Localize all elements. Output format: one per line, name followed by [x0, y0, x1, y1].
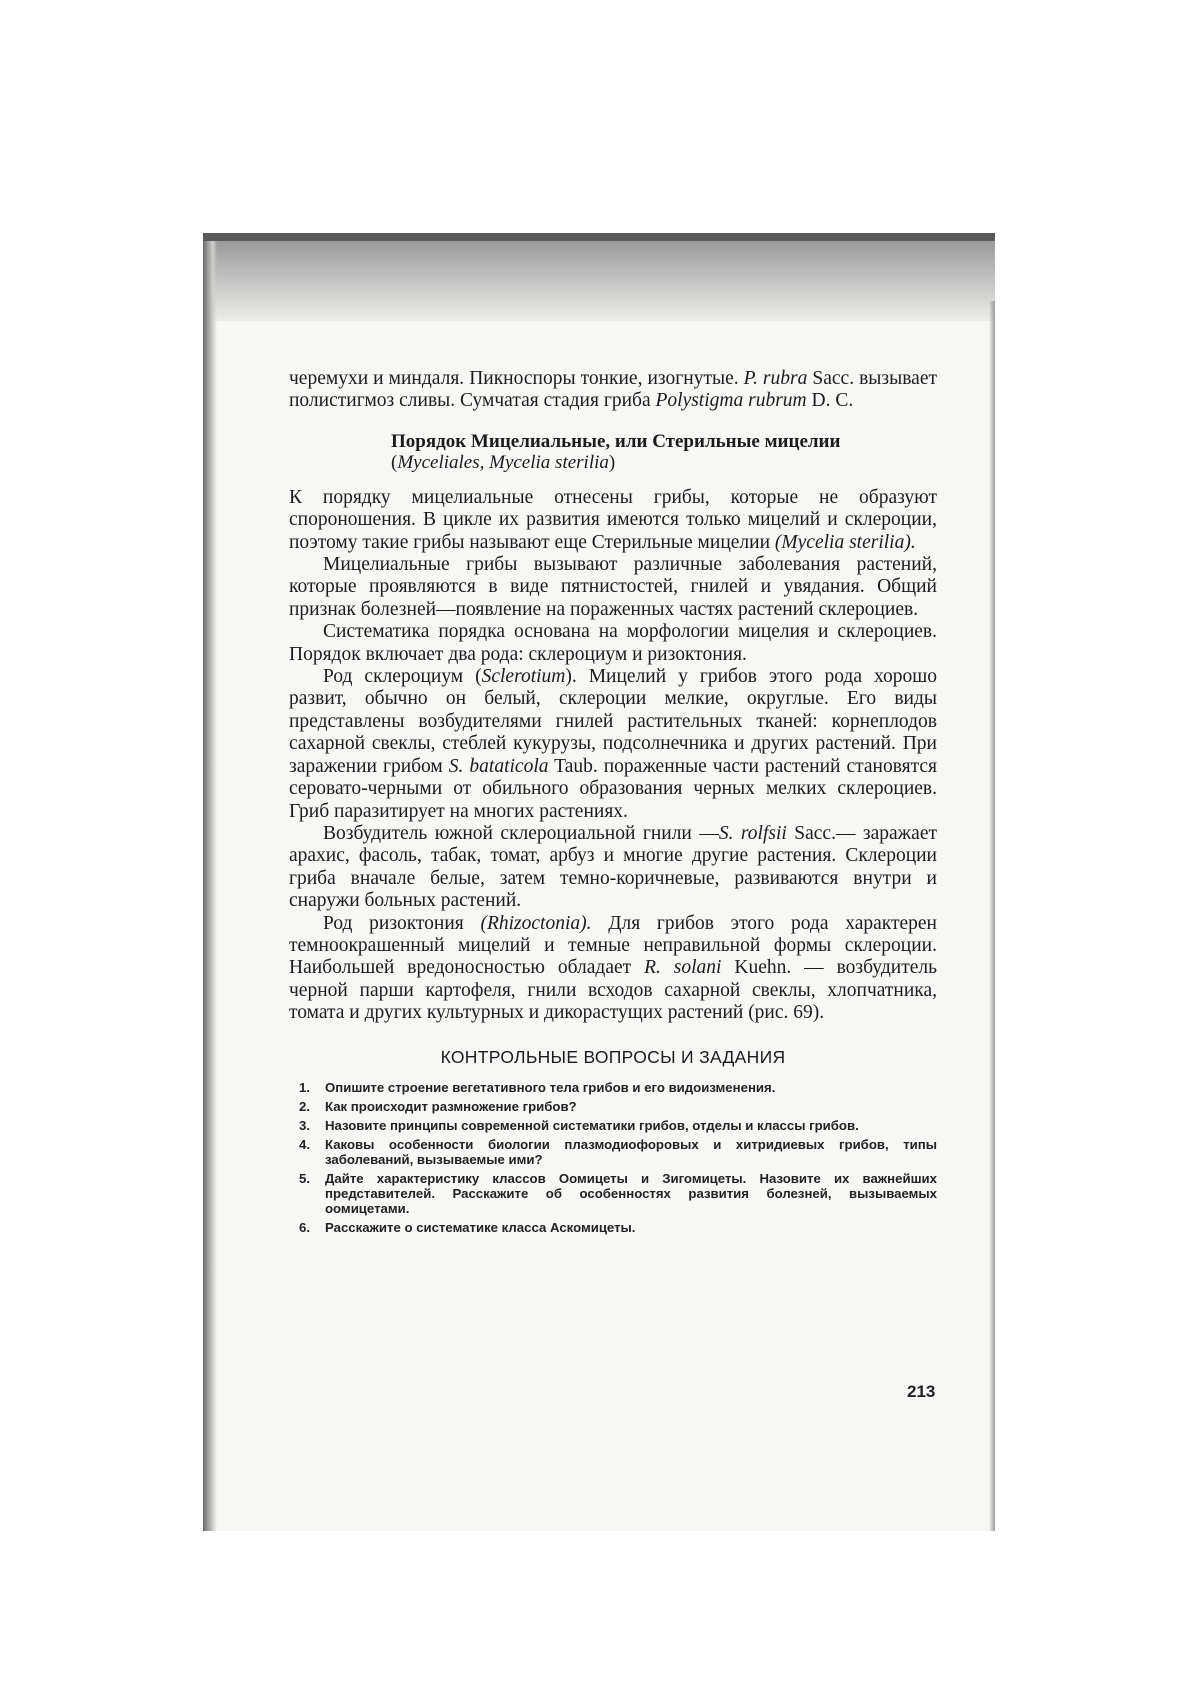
text-run: Род ризоктония [323, 912, 481, 934]
body-paragraph-4 [289, 666, 937, 823]
text-run: ). Мицелий у грибов этого рода хорошо развит, обычно он белый, склероции мелкие, округлые. Его виды представлены возбудителями гнилей растительных тканей: корнеплодов сахарной свеклы, стеблей кукурузы, подсолнечника и других растений. При заражении грибом [289, 666, 937, 777]
question-number: 5. [299, 1170, 310, 1186]
section-subtitle [391, 452, 937, 473]
text-run: Систематика порядка основана на морфологии мицелия и склероциев. Порядок включает два рода: склероциум и ризоктония. [289, 621, 937, 665]
question-number: 2. [299, 1098, 310, 1114]
text-run: Мицелиальные грибы вызывают различные заболевания растений, которые проявляются в виде пятнистостей, гнилей и увядания. Общий признак болезней—появление на пораженных частях растений склероциев. [289, 554, 937, 620]
italic-run: R. solani [644, 957, 722, 979]
italic-run: Myceliales, Mycelia sterilia [397, 451, 609, 473]
section-title: Порядок Мицелиальные, или Стерильные мицелии [391, 430, 841, 452]
question-text: Каковы особенности биологии плазмодиофоровых и хитридиевых грибов, типы заболеваний, вызываемые ими? [325, 1136, 937, 1167]
italic-run: S. rolfsii [718, 822, 787, 844]
text-run: ) [608, 451, 616, 473]
italic-run: S. bataticola [448, 755, 549, 777]
italic-run: Sclerotium [481, 666, 566, 688]
text-run: Sacc.— заражает арахис, фасоль, табак, томат, арбуз и многие другие растения. Склероции гриба вначале белые, затем темно-коричневые, развиваются внутри и снаружи больных растений. [289, 822, 937, 912]
text-run: Kuehn. — возбудитель черной парши картофеля, гнили всходов сахарной свеклы, хлопчатника, томата и других культурных и дикорастущих растений (рис. 69). [289, 957, 937, 1024]
text-run: ( [391, 451, 398, 473]
body-paragraph-1 [289, 487, 937, 554]
page-edge-shadow [989, 301, 995, 1531]
text-run: Taub. пораженные части растений становятся серовато-черными от обильного образования черных мелких склероциев. Гриб паразитирует на многих растениях. [289, 755, 938, 822]
text-run: Для грибов этого рода характерен темноокрашенный мицелий и темные неправильной формы склероции. Наибольшей вредоносностью обладает [289, 912, 937, 979]
question-number: 1. [299, 1079, 310, 1095]
italic-run: (Rhizoctonia). [480, 912, 592, 934]
question-text: Назовите принципы современной систематики грибов, отделы и классы грибов. [325, 1117, 859, 1133]
text-run: Sacc. вызывает полистигмоз сливы. Сумчатая стадия гриба [289, 368, 937, 412]
body-paragraph-2 [289, 554, 937, 621]
body-paragraph-6 [289, 913, 937, 1025]
text-run: D. C. [806, 390, 854, 412]
body-paragraph-5 [289, 823, 937, 913]
question-text: Расскажите о систематике класса Аскомицеты. [325, 1219, 636, 1235]
page-text [289, 368, 937, 1239]
section-heading [289, 431, 937, 473]
question-item [299, 1080, 937, 1095]
body-paragraph-3 [289, 621, 937, 666]
text-run: Возбудитель южной склероциальной гнили — [323, 822, 719, 844]
italic-run: (Mycelia sterilia). [774, 531, 916, 553]
question-number: 4. [299, 1136, 310, 1152]
question-text: Опишите строение вегетативного тела грибов и его видоизменения. [325, 1079, 776, 1095]
text-run: К порядку мицелиальные отнесены грибы, которые не образуют спороношения. В цикле их развития имеются только мицелий и склероции, поэтому такие грибы называют еще Стерильные мицелии [289, 486, 937, 553]
question-item [299, 1099, 937, 1114]
question-number: 6. [299, 1219, 310, 1235]
questions-list [289, 1080, 937, 1235]
question-item [299, 1220, 937, 1235]
question-text: Как происходит размножение грибов? [325, 1098, 577, 1114]
text-run: Род склероциум ( [323, 666, 482, 688]
italic-run: Polystigma rubrum [655, 390, 807, 412]
text-run: черемухи и миндаля. Пикноспоры тонкие, изогнутые. [289, 368, 744, 389]
page-number: 213 [907, 1382, 936, 1401]
question-text: Дайте характеристику классов Оомицеты и Зигомицеты. Назовите их важнейших представителей. Расскажите об особенностях развития болезней, вызываемых оомицетами. [325, 1170, 937, 1216]
question-item [299, 1137, 937, 1167]
italic-run: P. rubra [743, 368, 808, 389]
question-number: 3. [299, 1117, 310, 1133]
question-item [299, 1171, 937, 1216]
questions-heading: КОНТРОЛЬНЫЕ ВОПРОСЫ И ЗАДАНИЯ [440, 1046, 786, 1067]
question-item [299, 1118, 937, 1133]
intro-paragraph [289, 368, 937, 413]
